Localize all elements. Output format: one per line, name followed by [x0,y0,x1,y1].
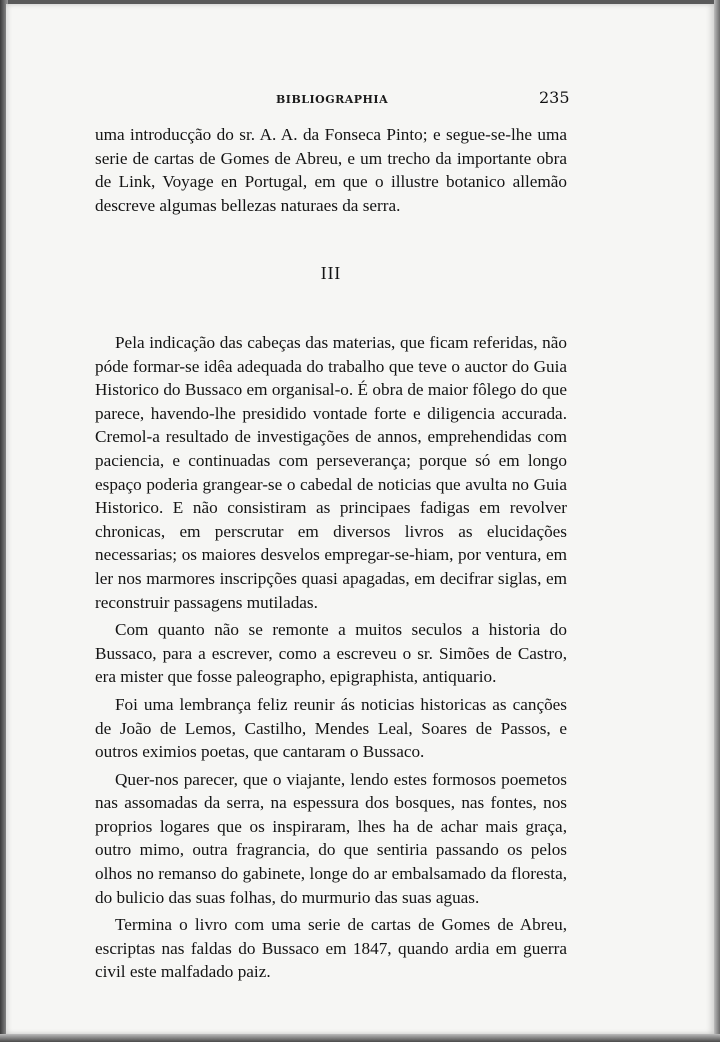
paragraph: Termina o livro com uma serie de cartas de Gomes de Abreu, escriptas nas faldas do Bussaco em 1847, quando ardia em guerra civil este malfadado paiz. [95,915,567,982]
paragraph: Quer-nos parecer, que o viajante, lendo estes formosos poemetos nas assomadas da serra, na espessura dos bosques, nas fontes, nos proprios logares que os inspiraram, lhes ha de achar mais graça, outro mimo, outra fragrancia, do que sentiria passando os pelos olhos no remanso do gabinete, longe do ar embalsamado da floresta, do bulicio das suas folhas, do murmurio das suas aguas. [95,769,567,907]
page-number: 235 [539,88,570,107]
paragraph: Pela indicação das cabeças das materias, que ficam referidas, não póde formar-se idêa adequada do trabalho que teve o auctor do Guia Historico do Bussaco em organisal-o. É obra de maior fôlego do que parece, havendo-lhe presidido vontade forte e diligencia accurada. Cremol-a resultado de investigações de annos, emprehendidas com paciencia, e continuadas com perseverança; porque só em longo espaço poderia grangear-se o cabedal de noticias que avulta no Guia Historico. E não consistiram as principaes fadigas em revolver chronicas, em perscrutar em diversos livros as elucidações necessarias; os maiores desvelos empregar-se-hiam, por ventura, em ler nos marmores inscripções quasi apagadas, em decifrar siglas, em reconstruir passagens mutiladas. [95,333,567,612]
paragraph: Foi uma lembrança feliz reunir ás noticias historicas as canções de João de Lemos, Castilho, Mendes Leal, Soares de Passos, e outros eximios poetas, que cantaram o Bussaco. [95,694,567,762]
continued-paragraph [95,123,567,217]
paragraph: Com quanto não se remonte a muitos seculos a historia do Bussaco, para a escrever, como a escreveu o sr. Simões de Castro, era mister que fosse paleographo, epigraphista, antiquario. [95,620,567,687]
page-right-edge [714,0,720,1042]
running-title: BIBLIOGRAPHIA [276,93,389,106]
body-text [95,331,567,988]
section-heading: III [320,263,342,283]
page-bottom-edge [0,1034,720,1042]
paragraph-text: uma introducção do sr. A. A. da Fonseca Pinto; e segue-se-lhe uma serie de cartas de Gomes de Abreu, e um trecho da importante obra de Link, Voyage en Portugal, em que o illustre botanico allemão descreve algumas bellezas naturaes da serra. [95,125,567,215]
